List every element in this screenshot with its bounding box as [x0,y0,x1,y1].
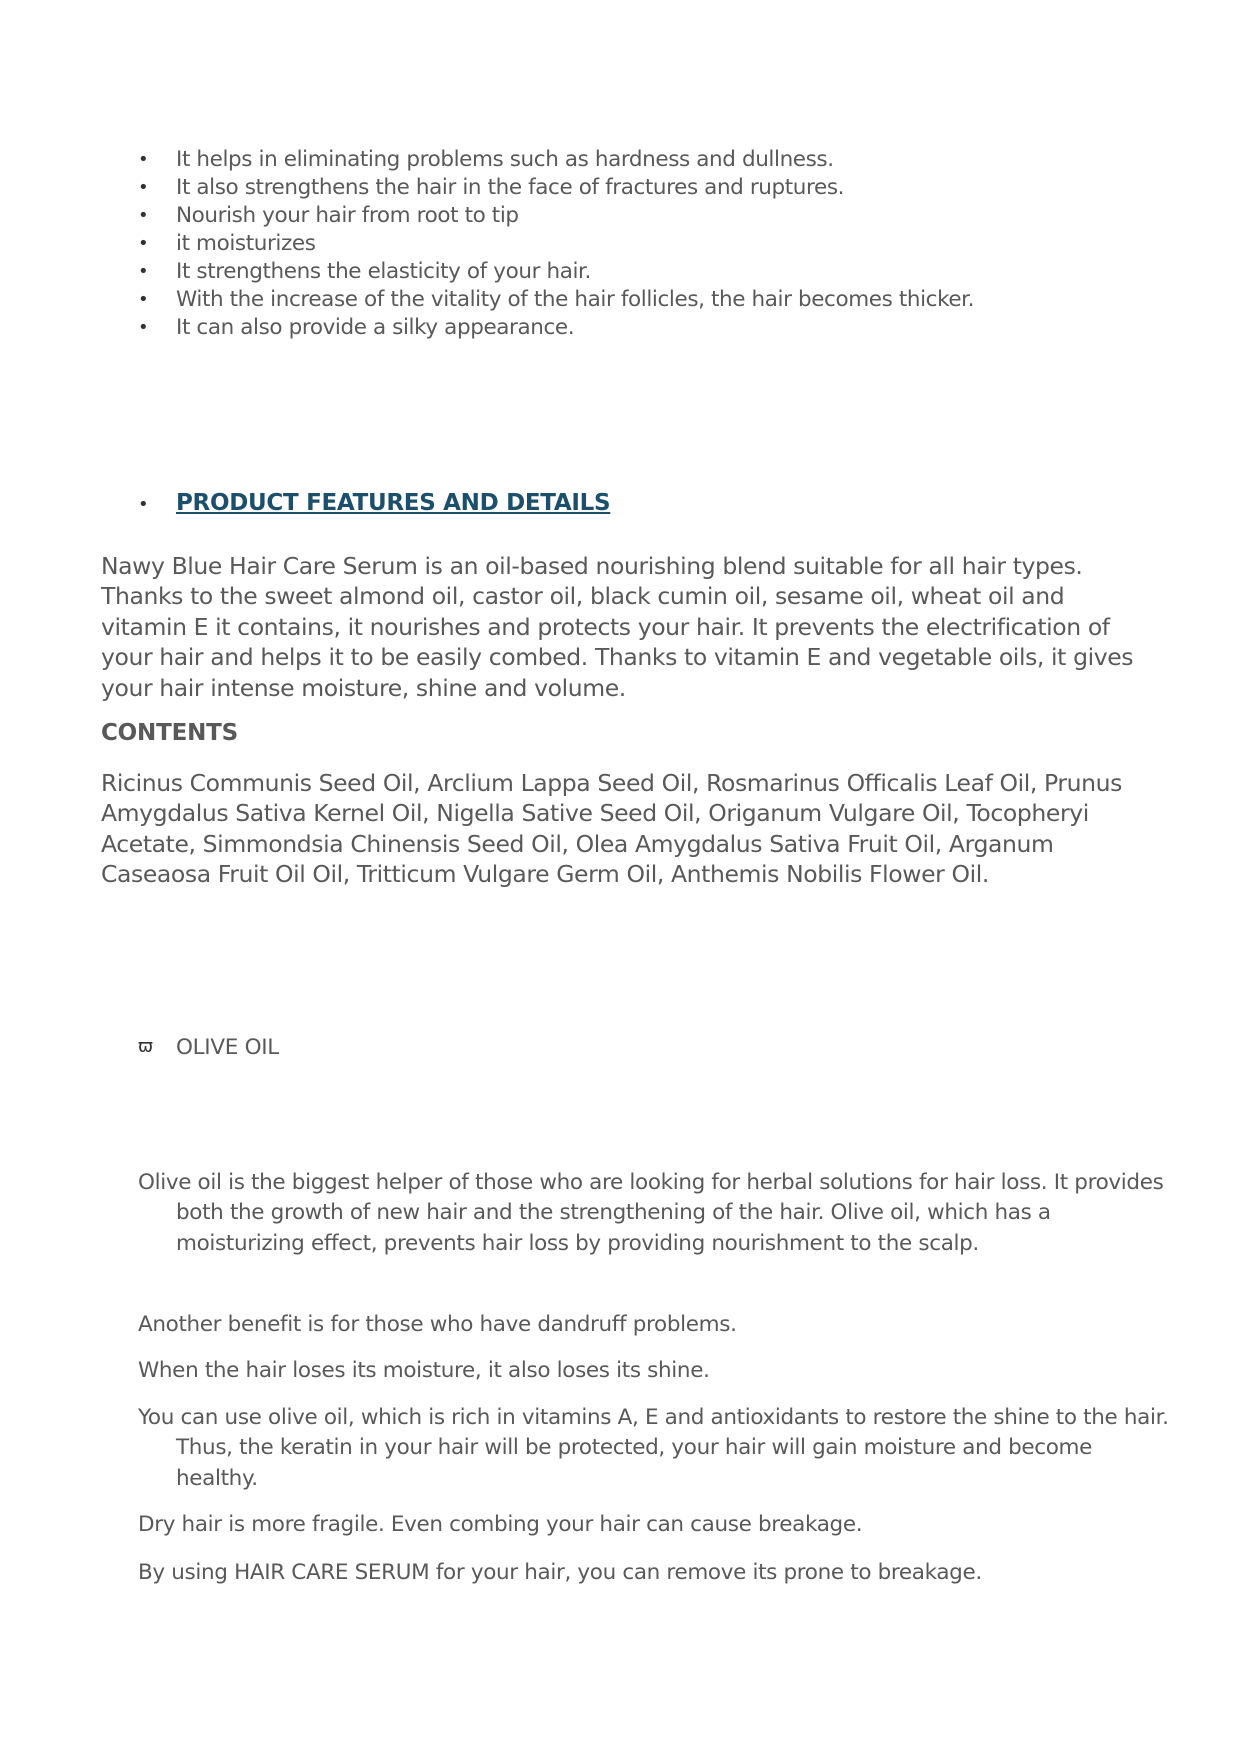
list-item [138,314,1138,342]
list-item-text: it moisturizes [176,231,316,256]
symbol-bullet-icon: ϖ [138,1036,154,1057]
olive-oil-paragraph: When the hair loses its moisture, it also loses its shine. [138,1358,710,1383]
olive-oil-paragraph: By using HAIR CARE SERUM for your hair, you can remove its prone to breakage. [138,1560,982,1585]
olive-oil-paragraph: You can use olive oil, which is rich in vitamins A, E and antioxidants to restore the shine to the hair. Thus, the keratin in your hair will be protected, your hair will gain moisture and become healthy. [138,1405,1169,1491]
list-item-text: It also strengthens the hair in the face of fractures and ruptures. [176,175,845,200]
bullet-icon: • [138,149,149,170]
bullet-icon: • [138,261,149,282]
contents-text: Ricinus Communis Seed Oil, Arclium Lappa Seed Oil, Rosmarinus Officalis Leaf Oil, Prunus Amygdalus Sativa Kernel Oil, Nigella Sative Seed Oil, Origanum Vulgare Oil, Tocopheryi Acetate, Simmondsia Chinensis Seed Oil, Olea Amygdalus Sativa Fruit Oil, Arganum Caseaosa Fruit Oil Oil, Tritticum Vulgare Germ Oil, Anthemis Nobilis Flower Oil. [101,769,1122,889]
list-item-text: It strengthens the elasticity of your hair. [176,259,591,284]
bullet-icon: • [138,205,149,226]
benefits-list [138,146,1138,342]
list-item-text: With the increase of the vitality of the hair follicles, the hair becomes thicker. [176,287,975,312]
bullet-icon: • [138,233,149,254]
bullet-icon: • [138,317,149,338]
product-features-heading-link[interactable]: PRODUCT FEATURES AND DETAILS [176,490,611,516]
list-item [138,286,1138,314]
olive-oil-paragraph: Dry hair is more fragile. Even combing your hair can cause breakage. [138,1512,863,1537]
list-item-text: Nourish your hair from root to tip [176,203,519,228]
olive-oil-label-item [138,1034,638,1064]
contents-heading: CONTENTS [101,720,238,746]
list-item [138,174,1138,202]
list-item-text: It can also provide a silky appearance. [176,315,575,340]
list-item [138,230,1138,258]
list-item [138,146,1138,174]
bullet-icon: • [138,494,149,515]
list-item [138,258,1138,286]
bullet-icon: • [138,177,149,198]
olive-oil-paragraph: Another benefit is for those who have dandruff problems. [138,1312,737,1337]
olive-oil-label: OLIVE OIL [176,1035,279,1060]
olive-oil-paragraph: Olive oil is the biggest helper of those who are looking for herbal solutions for hair loss. It provides both the growth of new hair and the strengthening of the hair. Olive oil, which has a moisturizing effect, prevents hair loss by providing nourishment to the scalp. [138,1170,1164,1256]
product-features-heading-item [138,490,1138,524]
product-description: Nawy Blue Hair Care Serum is an oil-based nourishing blend suitable for all hair types. Thanks to the sweet almond oil, castor oil, black cumin oil, sesame oil, wheat oil and vitamin E it contains, it nourishes and protects your hair. It prevents the electrification of your hair and helps it to be easily combed. Thanks to vitamin E and vegetable oils, it gives your hair intense moisture, shine and volume. [101,552,1134,702]
list-item-text: It helps in eliminating problems such as hardness and dullness. [176,147,834,172]
bullet-icon: • [138,289,149,310]
list-item [138,202,1138,230]
